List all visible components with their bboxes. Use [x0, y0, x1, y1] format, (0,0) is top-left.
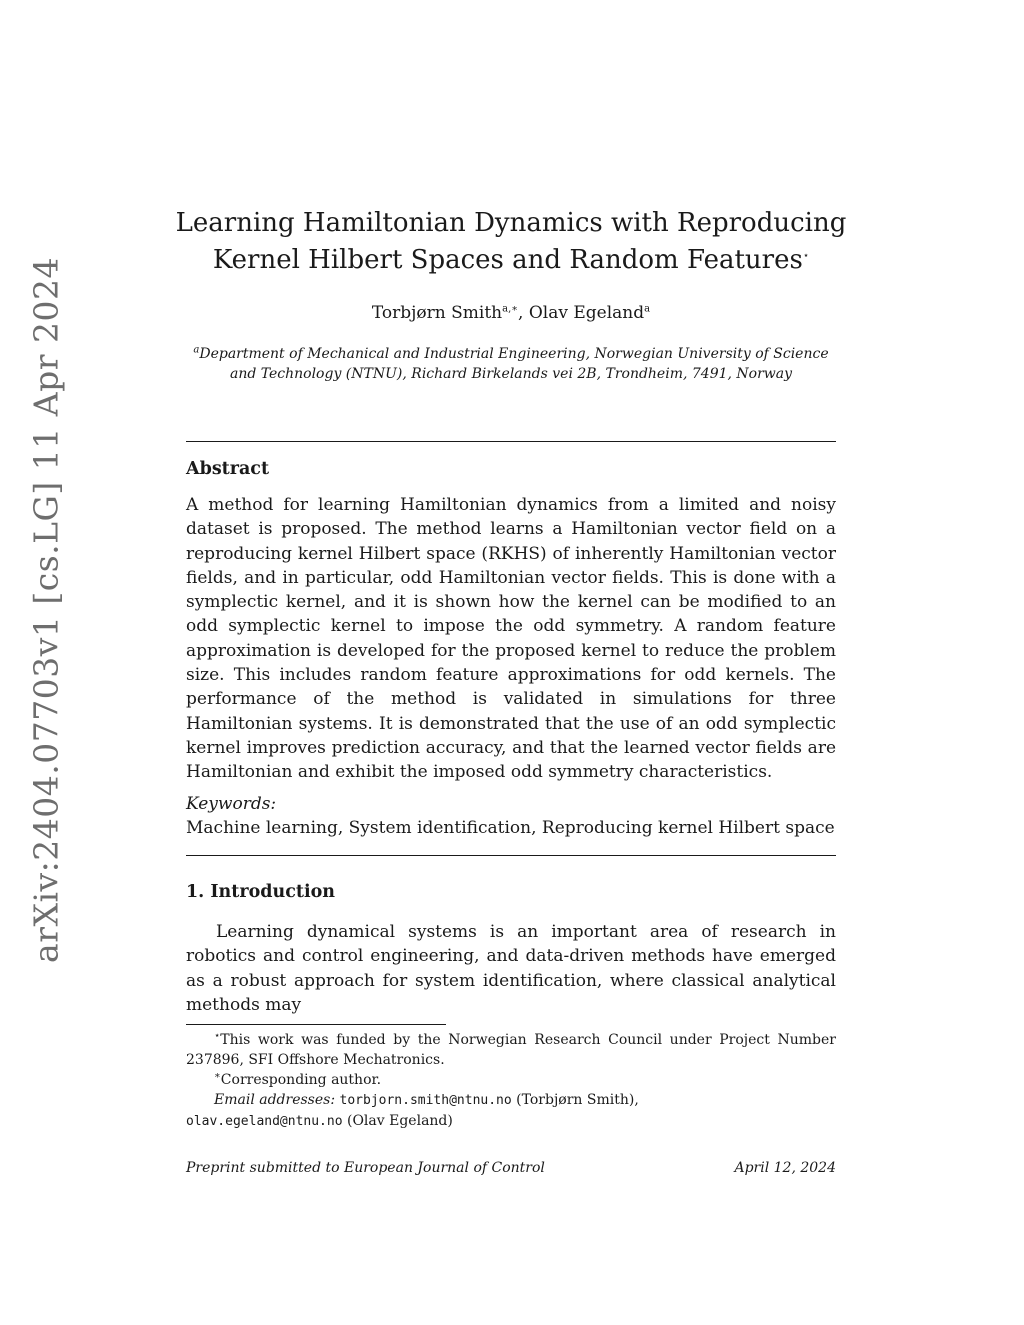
section-heading-introduction: 1. Introduction: [186, 882, 335, 902]
footnote-email-continued: [186, 1111, 836, 1132]
email-link[interactable]: olav.egeland@ntnu.no: [186, 1114, 343, 1129]
affiliation-line-1-text: Department of Mechanical and Industrial Engineering, Norwegian University of Science: [199, 346, 829, 362]
author-name: Olav Egeland: [528, 303, 645, 323]
author-affiliation-mark: a,∗: [502, 303, 519, 315]
affiliation: [170, 344, 852, 384]
author-affiliation-mark: a: [644, 303, 651, 315]
email-link[interactable]: torbjorn.smith@ntnu.no: [339, 1093, 512, 1108]
affiliation-line-2: and Technology (NTNU), Richard Birkelands vei 2B, Trondheim, 7491, Norway: [229, 366, 793, 382]
introduction-paragraph: Learning dynamical systems is an important area of research in robotics and control engineering, and data-driven methods have emerged as a robust approach for system identification, where classical analytical methods may: [186, 922, 836, 1015]
author-list: [150, 303, 872, 323]
affiliation-mark: a: [193, 344, 200, 356]
keywords-label: Keywords:: [186, 794, 277, 814]
author-separator: ,: [518, 303, 529, 323]
title-line-1: Learning Hamiltonian Dynamics with Reproducing: [175, 208, 847, 238]
abstract-heading: Abstract: [186, 459, 270, 479]
footnote-rule: [186, 1024, 446, 1025]
email-label: Email addresses:: [214, 1092, 336, 1108]
abstract-text: A method for learning Hamiltonian dynamics from a limited and noisy dataset is proposed. The method learns a Hamiltonian vector field on a reproducing kernel Hilbert space (RKHS) of inherently Hamiltonian vector fields, and in particular, odd Hamiltonian vector fields. This is done with a symplectic kernel, and it is shown how the kernel can be modified to an odd symplectic kernel to impose the odd symmetry. A random feature approximation is developed for the proposed kernel to reduce the problem size. This includes random feature approximations for odd kernels. The performance of the method is validated in simulations for three Hamiltonian systems. It is demonstrated that the use of an odd symplectic kernel improves prediction accuracy, and that the learned vector fields are Hamiltonian and exhibit the imposed odd symmetry characteristics.: [186, 495, 836, 783]
footer-submission-note: Preprint submitted to European Journal of Control: [186, 1160, 545, 1176]
footer-date: April 12, 2024: [734, 1160, 836, 1176]
paper-title: [150, 205, 872, 279]
abstract-top-rule: [186, 441, 836, 442]
title-line-2-text: Kernel Hilbert Spaces and Random Features: [212, 245, 803, 275]
footnote-mark: ⋆: [214, 1030, 221, 1042]
arxiv-identifier-stamp: arXiv:2404.07703v1 [cs.LG] 11 Apr 2024: [26, 257, 66, 963]
keywords-text: Machine learning, System identification, Reproducing kernel Hilbert space: [186, 818, 835, 838]
abstract-bottom-rule: [186, 855, 836, 856]
title-footnote-mark: ⋆: [802, 250, 810, 262]
author-name: Torbjørn Smith: [371, 303, 503, 323]
footnote-corresponding-text: Corresponding author.: [220, 1072, 382, 1088]
title-line-2: [150, 242, 872, 279]
email-owner: (Olav Egeland): [342, 1113, 453, 1129]
footnote-mark: ∗: [214, 1070, 221, 1082]
email-owner: (Torbjørn Smith),: [511, 1092, 639, 1108]
footnote-email: [186, 1090, 836, 1111]
footnote-funding-text: This work was funded by the Norwegian Research Council under Project Number 237896, SFI Offshore Mechatronics.: [186, 1032, 836, 1068]
affiliation-line-1: [170, 344, 852, 364]
footnote-funding: [186, 1030, 836, 1070]
footnotes: [186, 1030, 836, 1132]
footnote-corresponding: [186, 1070, 836, 1090]
